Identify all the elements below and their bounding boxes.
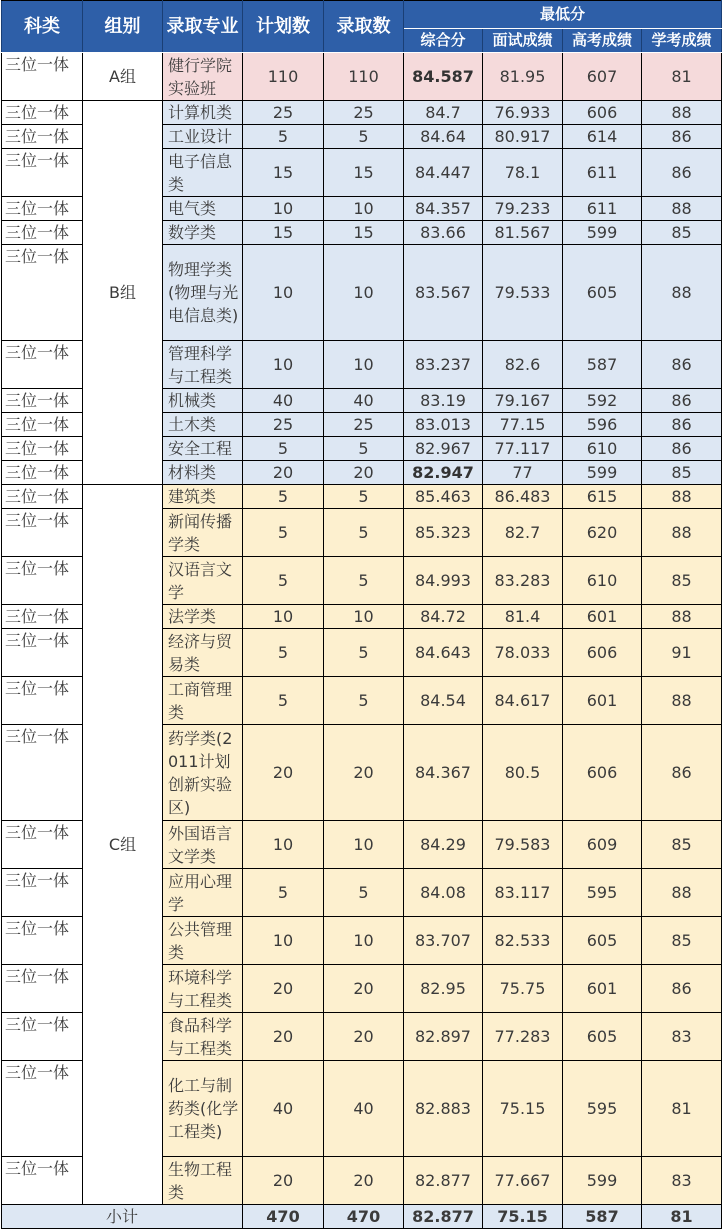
interview-score-cell: 80.5 bbox=[483, 725, 563, 821]
admit-cell: 5 bbox=[324, 509, 404, 557]
xuekao-score-cell: 85 bbox=[642, 917, 722, 965]
major-cell: 健行学院实验班 bbox=[163, 53, 243, 101]
gaokao-score-cell: 620 bbox=[563, 509, 642, 557]
gaokao-score-cell: 606 bbox=[563, 629, 642, 677]
composite-score-cell: 83.567 bbox=[404, 245, 483, 341]
composite-score-cell: 85.463 bbox=[404, 485, 483, 509]
admit-cell: 40 bbox=[324, 389, 404, 413]
plan-cell: 5 bbox=[243, 629, 324, 677]
gaokao-score-cell: 615 bbox=[563, 485, 642, 509]
category-cell: 三位一体 bbox=[2, 557, 83, 605]
plan-cell: 5 bbox=[243, 557, 324, 605]
major-cell: 环境科学与工程类 bbox=[163, 965, 243, 1013]
composite-score-cell: 82.95 bbox=[404, 965, 483, 1013]
admit-cell: 5 bbox=[324, 677, 404, 725]
gaokao-score-cell: 605 bbox=[563, 1013, 642, 1061]
interview-score-cell: 79.167 bbox=[483, 389, 563, 413]
admit-cell: 5 bbox=[324, 125, 404, 149]
admit-cell: 10 bbox=[324, 341, 404, 389]
plan-cell: 20 bbox=[243, 1013, 324, 1061]
major-cell: 药学类(2011计划创新实验区) bbox=[163, 725, 243, 821]
plan-cell: 5 bbox=[243, 869, 324, 917]
admit-cell: 10 bbox=[324, 245, 404, 341]
plan-cell: 25 bbox=[243, 101, 324, 125]
header-xuekao: 学考成绩 bbox=[642, 29, 722, 53]
category-cell: 三位一体 bbox=[2, 605, 83, 629]
xuekao-score-cell: 88 bbox=[642, 485, 722, 509]
major-cell: 公共管理类 bbox=[163, 917, 243, 965]
admit-cell: 5 bbox=[324, 557, 404, 605]
group-cell: A组 bbox=[83, 53, 163, 101]
xuekao-score-cell: 85 bbox=[642, 221, 722, 245]
header-category: 科类 bbox=[2, 1, 83, 53]
category-cell: 三位一体 bbox=[2, 149, 83, 197]
gaokao-score-cell: 595 bbox=[563, 869, 642, 917]
gaokao-score-cell: 606 bbox=[563, 725, 642, 821]
category-cell: 三位一体 bbox=[2, 53, 83, 101]
composite-score-cell: 83.19 bbox=[404, 389, 483, 413]
gaokao-score-cell: 605 bbox=[563, 917, 642, 965]
major-cell: 新闻传播学类 bbox=[163, 509, 243, 557]
header-major: 录取专业 bbox=[163, 1, 243, 53]
interview-score-cell: 79.233 bbox=[483, 197, 563, 221]
gaokao-score-cell: 601 bbox=[563, 677, 642, 725]
gaokao-score-cell: 596 bbox=[563, 413, 642, 437]
major-cell: 应用心理学 bbox=[163, 869, 243, 917]
category-cell: 三位一体 bbox=[2, 917, 83, 965]
admit-cell: 15 bbox=[324, 221, 404, 245]
admission-table bbox=[1, 0, 722, 1229]
xuekao-score-cell: 88 bbox=[642, 869, 722, 917]
plan-cell: 20 bbox=[243, 1157, 324, 1205]
interview-score-cell: 82.6 bbox=[483, 341, 563, 389]
plan-cell: 20 bbox=[243, 725, 324, 821]
xuekao-score-cell: 86 bbox=[642, 965, 722, 1013]
admit-cell: 20 bbox=[324, 461, 404, 485]
major-cell: 土木类 bbox=[163, 413, 243, 437]
plan-cell: 10 bbox=[243, 245, 324, 341]
major-cell: 机械类 bbox=[163, 389, 243, 413]
composite-score-cell: 84.54 bbox=[404, 677, 483, 725]
interview-score-cell: 83.117 bbox=[483, 869, 563, 917]
interview-score-cell: 77.283 bbox=[483, 1013, 563, 1061]
gaokao-score-cell: 587 bbox=[563, 341, 642, 389]
interview-score-cell: 79.583 bbox=[483, 821, 563, 869]
major-cell: 电气类 bbox=[163, 197, 243, 221]
category-cell: 三位一体 bbox=[2, 245, 83, 341]
composite-score-cell: 84.64 bbox=[404, 125, 483, 149]
total-gaokao: 587 bbox=[563, 1205, 642, 1229]
interview-score-cell: 75.15 bbox=[483, 1061, 563, 1157]
admit-cell: 25 bbox=[324, 101, 404, 125]
admit-cell: 20 bbox=[324, 1157, 404, 1205]
group-cell: B组 bbox=[83, 101, 163, 485]
admit-cell: 10 bbox=[324, 605, 404, 629]
gaokao-score-cell: 595 bbox=[563, 1061, 642, 1157]
admit-cell: 10 bbox=[324, 821, 404, 869]
plan-cell: 40 bbox=[243, 389, 324, 413]
major-cell: 管理科学与工程类 bbox=[163, 341, 243, 389]
composite-score-cell: 84.447 bbox=[404, 149, 483, 197]
composite-score-cell: 83.237 bbox=[404, 341, 483, 389]
composite-score-cell: 84.357 bbox=[404, 197, 483, 221]
table-row bbox=[2, 101, 722, 125]
admit-cell: 10 bbox=[324, 197, 404, 221]
xuekao-score-cell: 86 bbox=[642, 125, 722, 149]
category-cell: 三位一体 bbox=[2, 413, 83, 437]
composite-score-cell: 82.883 bbox=[404, 1061, 483, 1157]
composite-score-cell: 83.66 bbox=[404, 221, 483, 245]
interview-score-cell: 82.533 bbox=[483, 917, 563, 965]
xuekao-score-cell: 81 bbox=[642, 1061, 722, 1157]
major-cell: 化工与制药类(化学工程类) bbox=[163, 1061, 243, 1157]
plan-cell: 110 bbox=[243, 53, 324, 101]
header-group: 组别 bbox=[83, 1, 163, 53]
group-cell: C组 bbox=[83, 485, 163, 1205]
total-plan: 470 bbox=[243, 1205, 324, 1229]
gaokao-score-cell: 592 bbox=[563, 389, 642, 413]
total-admit: 470 bbox=[324, 1205, 404, 1229]
xuekao-score-cell: 86 bbox=[642, 389, 722, 413]
plan-cell: 10 bbox=[243, 821, 324, 869]
interview-score-cell: 80.917 bbox=[483, 125, 563, 149]
plan-cell: 5 bbox=[243, 125, 324, 149]
major-cell: 工业设计 bbox=[163, 125, 243, 149]
plan-cell: 10 bbox=[243, 605, 324, 629]
gaokao-score-cell: 609 bbox=[563, 821, 642, 869]
total-interview: 75.15 bbox=[483, 1205, 563, 1229]
total-row bbox=[2, 1205, 722, 1229]
composite-score-cell: 82.897 bbox=[404, 1013, 483, 1061]
table-row bbox=[2, 485, 722, 509]
interview-score-cell: 83.283 bbox=[483, 557, 563, 605]
gaokao-score-cell: 611 bbox=[563, 149, 642, 197]
gaokao-score-cell: 611 bbox=[563, 197, 642, 221]
interview-score-cell: 77.117 bbox=[483, 437, 563, 461]
plan-cell: 15 bbox=[243, 221, 324, 245]
interview-score-cell: 81.4 bbox=[483, 605, 563, 629]
gaokao-score-cell: 610 bbox=[563, 557, 642, 605]
xuekao-score-cell: 86 bbox=[642, 725, 722, 821]
category-cell: 三位一体 bbox=[2, 437, 83, 461]
plan-cell: 40 bbox=[243, 1061, 324, 1157]
category-cell: 三位一体 bbox=[2, 629, 83, 677]
interview-score-cell: 76.933 bbox=[483, 101, 563, 125]
plan-cell: 20 bbox=[243, 965, 324, 1013]
category-cell: 三位一体 bbox=[2, 965, 83, 1013]
total-label: 小计 bbox=[2, 1205, 243, 1229]
header-composite: 综合分 bbox=[404, 29, 483, 53]
major-cell: 物理学类(物理与光电信息类) bbox=[163, 245, 243, 341]
admit-cell: 25 bbox=[324, 413, 404, 437]
major-cell: 电子信息类 bbox=[163, 149, 243, 197]
major-cell: 外国语言文学类 bbox=[163, 821, 243, 869]
category-cell: 三位一体 bbox=[2, 221, 83, 245]
composite-score-cell: 84.367 bbox=[404, 725, 483, 821]
plan-cell: 5 bbox=[243, 677, 324, 725]
admit-cell: 5 bbox=[324, 485, 404, 509]
plan-cell: 10 bbox=[243, 197, 324, 221]
composite-score-cell: 82.877 bbox=[404, 1157, 483, 1205]
category-cell: 三位一体 bbox=[2, 389, 83, 413]
major-cell: 法学类 bbox=[163, 605, 243, 629]
xuekao-score-cell: 88 bbox=[642, 509, 722, 557]
xuekao-score-cell: 81 bbox=[642, 53, 722, 101]
plan-cell: 10 bbox=[243, 341, 324, 389]
gaokao-score-cell: 599 bbox=[563, 221, 642, 245]
gaokao-score-cell: 614 bbox=[563, 125, 642, 149]
xuekao-score-cell: 86 bbox=[642, 149, 722, 197]
interview-score-cell: 84.617 bbox=[483, 677, 563, 725]
composite-score-cell: 84.643 bbox=[404, 629, 483, 677]
xuekao-score-cell: 88 bbox=[642, 245, 722, 341]
xuekao-score-cell: 88 bbox=[642, 197, 722, 221]
major-cell: 汉语言文学 bbox=[163, 557, 243, 605]
category-cell: 三位一体 bbox=[2, 341, 83, 389]
category-cell: 三位一体 bbox=[2, 125, 83, 149]
gaokao-score-cell: 606 bbox=[563, 101, 642, 125]
admit-cell: 110 bbox=[324, 53, 404, 101]
major-cell: 数学类 bbox=[163, 221, 243, 245]
xuekao-score-cell: 83 bbox=[642, 1013, 722, 1061]
composite-score-cell: 83.707 bbox=[404, 917, 483, 965]
category-cell: 三位一体 bbox=[2, 509, 83, 557]
table-row bbox=[2, 53, 722, 101]
xuekao-score-cell: 85 bbox=[642, 821, 722, 869]
gaokao-score-cell: 601 bbox=[563, 965, 642, 1013]
category-cell: 三位一体 bbox=[2, 725, 83, 821]
gaokao-score-cell: 601 bbox=[563, 605, 642, 629]
composite-score-cell: 83.013 bbox=[404, 413, 483, 437]
plan-cell: 5 bbox=[243, 485, 324, 509]
xuekao-score-cell: 86 bbox=[642, 437, 722, 461]
category-cell: 三位一体 bbox=[2, 485, 83, 509]
interview-score-cell: 81.95 bbox=[483, 53, 563, 101]
major-cell: 建筑类 bbox=[163, 485, 243, 509]
interview-score-cell: 77.15 bbox=[483, 413, 563, 437]
xuekao-score-cell: 86 bbox=[642, 413, 722, 437]
admit-cell: 20 bbox=[324, 965, 404, 1013]
xuekao-score-cell: 88 bbox=[642, 677, 722, 725]
header-plan: 计划数 bbox=[243, 1, 324, 53]
admit-cell: 15 bbox=[324, 149, 404, 197]
xuekao-score-cell: 83 bbox=[642, 1157, 722, 1205]
interview-score-cell: 78.1 bbox=[483, 149, 563, 197]
category-cell: 三位一体 bbox=[2, 821, 83, 869]
header-interview: 面试成绩 bbox=[483, 29, 563, 53]
xuekao-score-cell: 86 bbox=[642, 341, 722, 389]
plan-cell: 5 bbox=[243, 509, 324, 557]
composite-score-cell: 84.29 bbox=[404, 821, 483, 869]
interview-score-cell: 82.7 bbox=[483, 509, 563, 557]
interview-score-cell: 75.75 bbox=[483, 965, 563, 1013]
composite-score-cell: 84.72 bbox=[404, 605, 483, 629]
category-cell: 三位一体 bbox=[2, 677, 83, 725]
composite-score-cell: 84.7 bbox=[404, 101, 483, 125]
composite-score-cell: 85.323 bbox=[404, 509, 483, 557]
interview-score-cell: 77 bbox=[483, 461, 563, 485]
category-cell: 三位一体 bbox=[2, 1157, 83, 1205]
xuekao-score-cell: 88 bbox=[642, 101, 722, 125]
gaokao-score-cell: 607 bbox=[563, 53, 642, 101]
gaokao-score-cell: 610 bbox=[563, 437, 642, 461]
interview-score-cell: 77.667 bbox=[483, 1157, 563, 1205]
category-cell: 三位一体 bbox=[2, 1013, 83, 1061]
total-xuekao: 81 bbox=[642, 1205, 722, 1229]
category-cell: 三位一体 bbox=[2, 1061, 83, 1157]
major-cell: 生物工程类 bbox=[163, 1157, 243, 1205]
admit-cell: 20 bbox=[324, 1013, 404, 1061]
major-cell: 计算机类 bbox=[163, 101, 243, 125]
major-cell: 经济与贸易类 bbox=[163, 629, 243, 677]
header-gaokao: 高考成绩 bbox=[563, 29, 642, 53]
admit-cell: 5 bbox=[324, 869, 404, 917]
header-min-score: 最低分 bbox=[404, 1, 722, 29]
composite-score-cell: 82.967 bbox=[404, 437, 483, 461]
admit-cell: 40 bbox=[324, 1061, 404, 1157]
xuekao-score-cell: 91 bbox=[642, 629, 722, 677]
category-cell: 三位一体 bbox=[2, 461, 83, 485]
plan-cell: 10 bbox=[243, 917, 324, 965]
admit-cell: 10 bbox=[324, 917, 404, 965]
composite-score-cell: 84.587 bbox=[404, 53, 483, 101]
xuekao-score-cell: 88 bbox=[642, 605, 722, 629]
category-cell: 三位一体 bbox=[2, 197, 83, 221]
interview-score-cell: 81.567 bbox=[483, 221, 563, 245]
table-header bbox=[2, 1, 722, 53]
admit-cell: 5 bbox=[324, 437, 404, 461]
gaokao-score-cell: 605 bbox=[563, 245, 642, 341]
interview-score-cell: 86.483 bbox=[483, 485, 563, 509]
composite-score-cell: 84.08 bbox=[404, 869, 483, 917]
xuekao-score-cell: 85 bbox=[642, 461, 722, 485]
header-admit: 录取数 bbox=[324, 1, 404, 53]
table-body bbox=[2, 53, 722, 1205]
plan-cell: 25 bbox=[243, 413, 324, 437]
plan-cell: 5 bbox=[243, 437, 324, 461]
admit-cell: 20 bbox=[324, 725, 404, 821]
gaokao-score-cell: 599 bbox=[563, 461, 642, 485]
interview-score-cell: 78.033 bbox=[483, 629, 563, 677]
xuekao-score-cell: 85 bbox=[642, 557, 722, 605]
composite-score-cell: 84.993 bbox=[404, 557, 483, 605]
gaokao-score-cell: 599 bbox=[563, 1157, 642, 1205]
major-cell: 工商管理类 bbox=[163, 677, 243, 725]
major-cell: 安全工程 bbox=[163, 437, 243, 461]
plan-cell: 20 bbox=[243, 461, 324, 485]
admit-cell: 5 bbox=[324, 629, 404, 677]
interview-score-cell: 79.533 bbox=[483, 245, 563, 341]
category-cell: 三位一体 bbox=[2, 101, 83, 125]
table-footer bbox=[2, 1205, 722, 1229]
category-cell: 三位一体 bbox=[2, 869, 83, 917]
major-cell: 食品科学与工程类 bbox=[163, 1013, 243, 1061]
major-cell: 材料类 bbox=[163, 461, 243, 485]
total-composite: 82.877 bbox=[404, 1205, 483, 1229]
composite-score-cell: 82.947 bbox=[404, 461, 483, 485]
plan-cell: 15 bbox=[243, 149, 324, 197]
